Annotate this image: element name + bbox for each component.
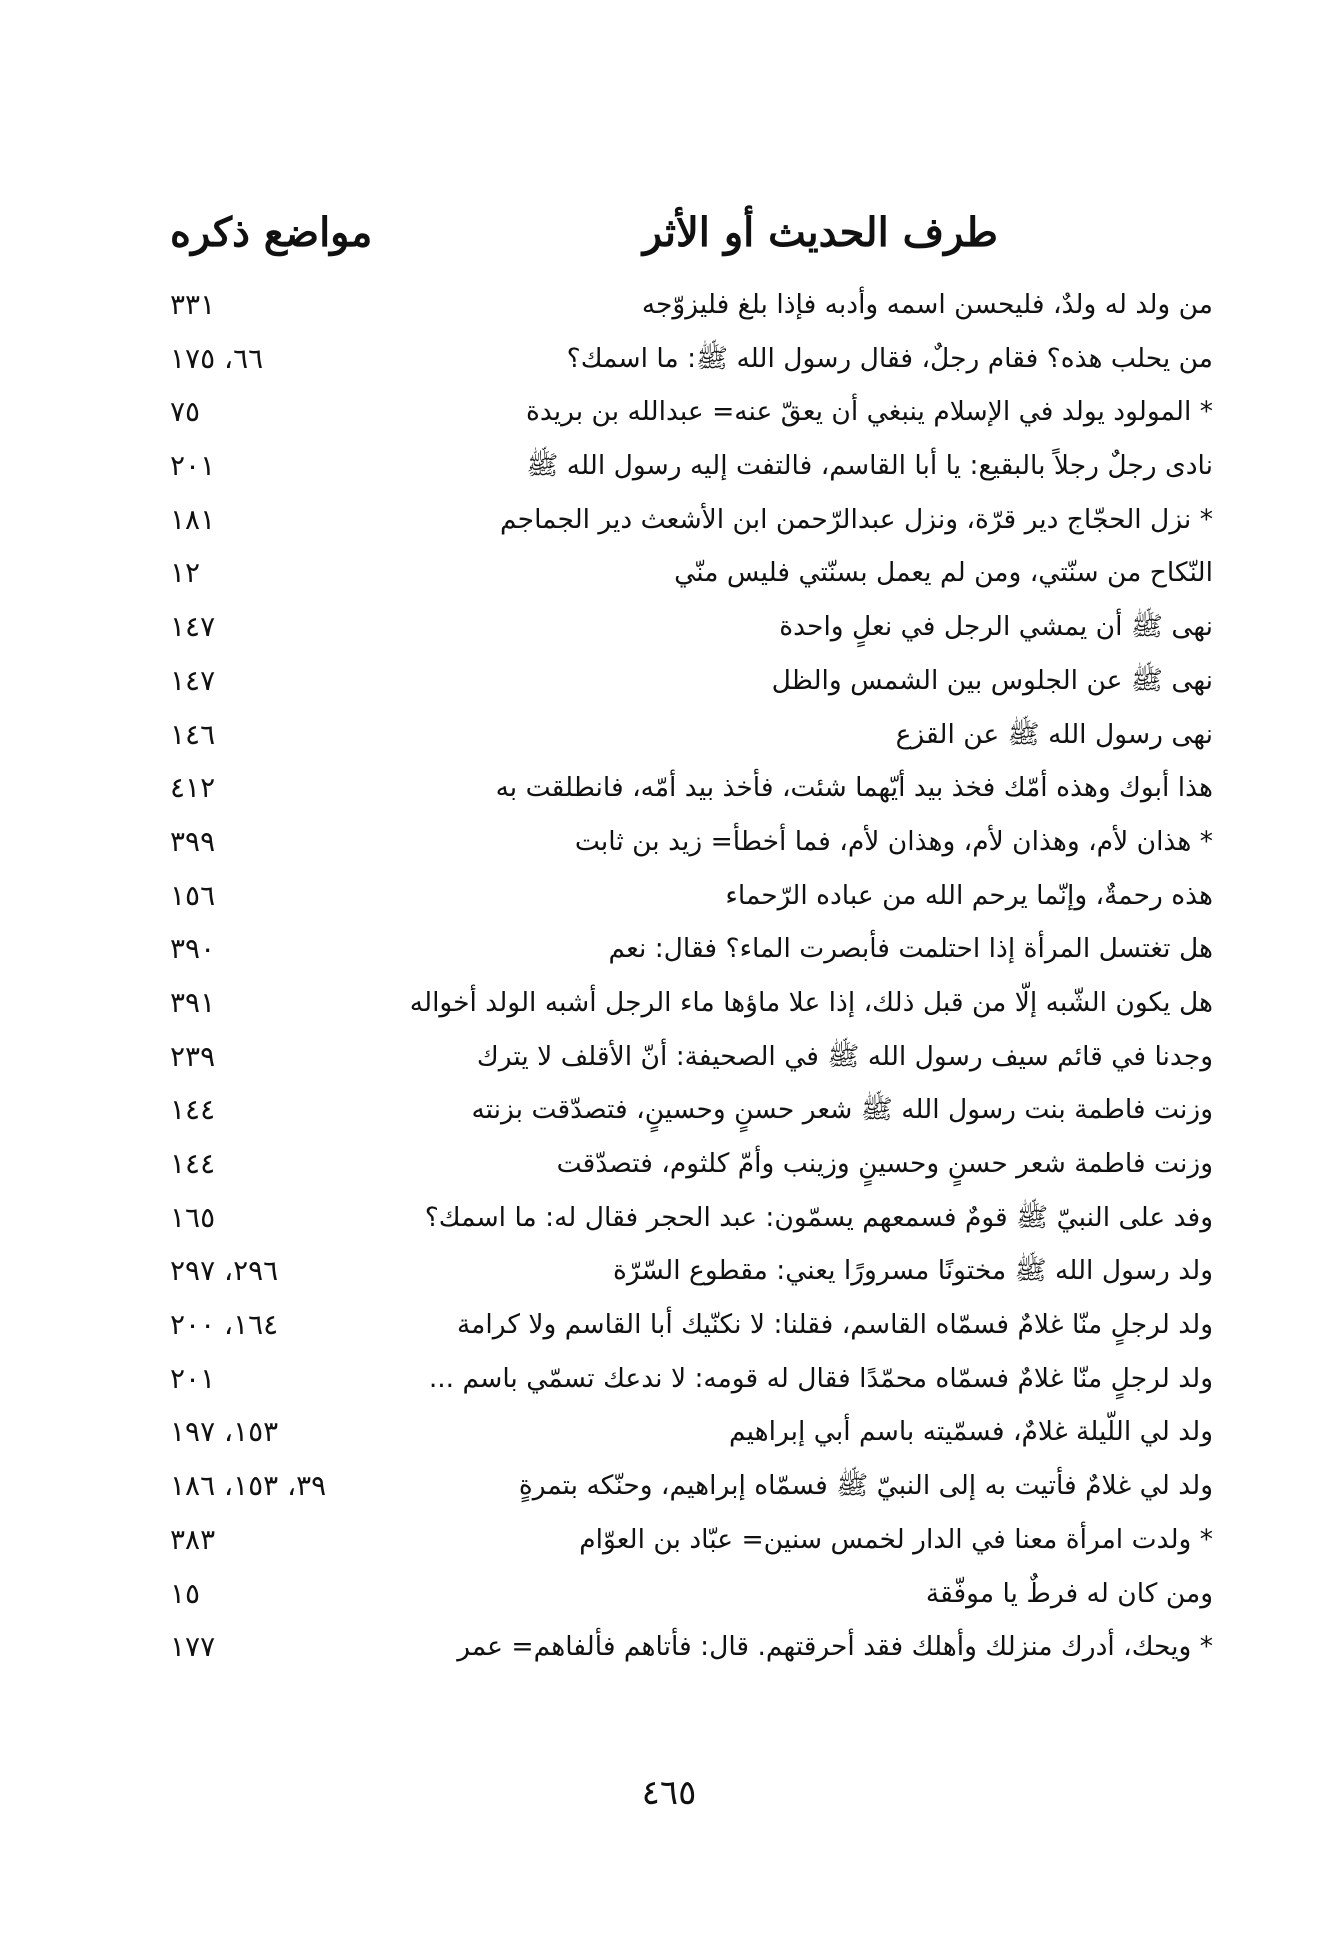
page-references: ١٤٤ — [170, 1093, 216, 1127]
hadith-text: من ولد له ولدٌ، فليحسن اسمه وأدبه فإذا بلغ فليزوّجه — [641, 289, 1213, 320]
index-entry — [170, 600, 1213, 654]
page-references: ١٢ — [170, 556, 201, 590]
index-entry — [170, 1137, 1213, 1191]
page-references: ٢٠١ — [170, 1361, 216, 1395]
index-entry — [170, 493, 1213, 547]
index-entry — [170, 976, 1213, 1030]
hadith-text: هذا أبوك وهذه أمّك فخذ بيد أيّهما شئت، فأخذ بيد أمّه، فانطلقت به — [495, 772, 1213, 804]
index-entry — [170, 869, 1213, 923]
page-references: ١٤٧ — [170, 610, 216, 644]
page-references: ٢٣٩ — [170, 1039, 216, 1073]
index-entry — [170, 1298, 1213, 1352]
index-entry — [170, 439, 1213, 493]
hadith-text: هل تغتسل المرأة إذا احتلمت فأبصرت الماء؟ فقال: نعم — [608, 933, 1213, 965]
page-references: ٢٩٦، ٢٩٧ — [170, 1254, 279, 1288]
index-entry — [170, 1244, 1213, 1298]
index-entry — [170, 708, 1213, 762]
page-references: ٣٩١ — [170, 985, 216, 1019]
hadith-text: ولد لي غلامٌ فأتيت به إلى النبيّ ﷺ فسمّاه إبراهيم، وحنّكه بتمرةٍ — [518, 1470, 1213, 1502]
hadith-text: * المولود يولد في الإسلام ينبغي أن يعقّ عنه= عبدالله بن بريدة — [525, 396, 1213, 428]
page-references: ١٧٧ — [170, 1630, 216, 1664]
hadith-text: نادى رجلٌ رجلاً بالبقيع: يا أبا القاسم، فالتفت إليه رسول الله ﷺ — [526, 450, 1213, 482]
hadith-text: ولد رسول الله ﷺ مختونًا مسرورًا يعني: مقطوع السّرّة — [613, 1255, 1213, 1287]
index-entry — [170, 332, 1213, 386]
index-entry — [170, 1513, 1213, 1567]
hadith-text: هذه رحمةٌ، وإنّما يرحم الله من عباده الرّحماء — [725, 879, 1213, 911]
hadith-text: * نزل الحجّاج دير قرّة، ونزل عبدالرّحمن ابن الأشعث دير الجماجم — [500, 503, 1213, 535]
index-entry — [170, 546, 1213, 600]
references-column-title: مواضع ذكره — [170, 209, 373, 256]
page-number: ٤٦٥ — [641, 1773, 697, 1813]
page-references: ١٨١ — [170, 502, 216, 536]
hadith-text: من يحلب هذه؟ فقام رجلٌ، فقال رسول الله ﷺ: ما اسمك؟ — [566, 342, 1213, 374]
page-references: ٤١٢ — [170, 771, 216, 805]
index-entry — [170, 654, 1213, 708]
hadith-text: ولد لرجلٍ منّا غلامٌ فسمّاه محمّدًا فقال له قومه: لا ندعك تسمّي باسم ... — [428, 1362, 1213, 1394]
hadith-text: ولد لرجلٍ منّا غلامٌ فسمّاه القاسم، فقلنا: لا نكنّيك أبا القاسم ولا كرامة — [456, 1309, 1213, 1341]
page-references: ٣٩، ١٥٣، ١٨٦ — [170, 1469, 327, 1503]
page-references: ٧٥ — [170, 395, 201, 429]
index-entry — [170, 815, 1213, 869]
hadith-text: وجدنا في قائم سيف رسول الله ﷺ في الصحيفة: أنّ الأقلف لا يترك — [476, 1040, 1213, 1072]
page-references: ٣٣١ — [170, 288, 216, 321]
hadith-text: ومن كان له فرطٌ يا موفّقة — [925, 1577, 1213, 1609]
page-references: ١٥٦ — [170, 878, 216, 912]
hadith-text: وزنت فاطمة شعر حسنٍ وحسينٍ وزينب وأمّ كلثوم، فتصدّقت — [556, 1148, 1213, 1179]
hadith-text: وفد على النبيّ ﷺ قومٌ فسمعهم يسمّون: عبد الحجر فقال له: ما اسمك؟ — [424, 1201, 1213, 1233]
hadith-column-title: طرف الحديث أو الأثر — [642, 209, 998, 256]
page-references: ٢٠١ — [170, 449, 216, 483]
hadith-text: * هذان لأم، وهذان لأم، وهذان لأم، فما أخطأ= زيد بن ثابت — [574, 825, 1213, 857]
index-entry — [170, 1620, 1213, 1674]
page-references: ٣٩٩ — [170, 824, 216, 858]
index-entry — [170, 761, 1213, 815]
index-entry — [170, 278, 1213, 332]
index-entry — [170, 1405, 1213, 1459]
index-entries — [170, 278, 1213, 1674]
page-references: ١٤٧ — [170, 663, 216, 697]
table-header — [160, 200, 998, 266]
page-references: ١٥ — [170, 1576, 201, 1610]
index-entry — [170, 1030, 1213, 1084]
index-entry — [170, 1567, 1213, 1621]
page-references: ١٦٥ — [170, 1200, 216, 1234]
page-references: ١٥٣، ١٩٧ — [170, 1415, 279, 1449]
hadith-text: * ولدت امرأة معنا في الدار لخمس سنين= عبّاد بن العوّام — [579, 1523, 1213, 1555]
index-entry — [170, 1459, 1213, 1513]
hadith-text: النّكاح من سنّتي، ومن لم يعمل بسنّتي فليس منّي — [674, 557, 1213, 589]
hadith-text: هل يكون الشّبه إلّا من قبل ذلك، إذا علا ماؤها ماء الرجل أشبه الولد أخواله — [409, 986, 1213, 1018]
page-references: ٣٩٠ — [170, 932, 216, 966]
page-references: ١٦٤، ٢٠٠ — [170, 1308, 279, 1342]
hadith-text: وزنت فاطمة بنت رسول الله ﷺ شعر حسنٍ وحسينٍ، فتصدّقت بزنته — [471, 1094, 1213, 1126]
index-entry — [170, 1083, 1213, 1137]
page-references: ٦٦، ١٧٥ — [170, 341, 264, 375]
hadith-text: ولد لي اللّيلة غلامٌ، فسمّيته باسم أبي إبراهيم — [728, 1416, 1213, 1448]
hadith-text: نهى رسول الله ﷺ عن القزع — [895, 718, 1213, 750]
index-entry — [170, 1191, 1213, 1245]
index-entry — [170, 1352, 1213, 1406]
page-references: ١٤٤ — [170, 1147, 216, 1180]
hadith-text: نهى ﷺ عن الجلوس بين الشمس والظل — [771, 664, 1213, 696]
index-entry — [170, 922, 1213, 976]
hadith-text: نهى ﷺ أن يمشي الرجل في نعلٍ واحدة — [779, 611, 1213, 643]
page-references: ٣٨٣ — [170, 1522, 216, 1556]
page-references: ١٤٦ — [170, 717, 216, 751]
index-entry — [170, 385, 1213, 439]
hadith-text: * ويحك، أدرك منزلك وأهلك فقد أحرقتهم. قال: فأتاهم فألفاهم= عمر — [457, 1631, 1213, 1663]
